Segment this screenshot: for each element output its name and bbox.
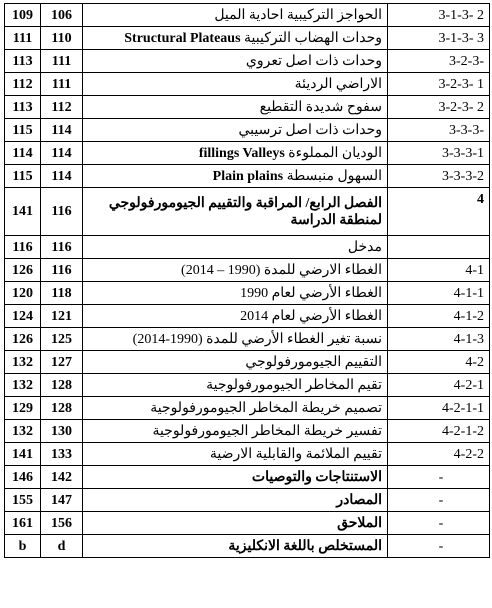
- page-to: 115: [5, 165, 41, 188]
- page-to: 141: [5, 188, 41, 236]
- page-from: 142: [41, 466, 83, 489]
- toc-title: [83, 305, 388, 328]
- title-arabic: تقييم الملائمة والقابلية الارضية: [209, 446, 382, 462]
- page-to: 116: [5, 236, 41, 259]
- page-to: 109: [5, 4, 41, 27]
- title-arabic: الغطاء الأرضي لعام 1990: [240, 285, 382, 301]
- title-arabic: وحدات ذات اصل تعروي: [245, 53, 382, 69]
- toc-title: [83, 165, 388, 188]
- section-number: 4-1-1: [388, 282, 490, 305]
- toc-title: [83, 4, 388, 27]
- title-arabic: الغطاء الارضي للمدة (1990 – 2014): [181, 262, 382, 278]
- page-from: 128: [41, 397, 83, 420]
- page-to: 129: [5, 397, 41, 420]
- toc-title: [83, 27, 388, 50]
- toc-row: [5, 328, 490, 351]
- toc-row: [5, 282, 490, 305]
- section-number: 4-2-1: [388, 374, 490, 397]
- title-arabic: سفوح شديدة التقطيع: [259, 99, 382, 115]
- title-arabic: الحواجز التركيبية احادية الميل: [214, 7, 382, 23]
- toc-row: [5, 27, 490, 50]
- section-number: [388, 236, 490, 259]
- title-english: Structural Plateaus: [124, 30, 241, 46]
- section-number: -: [388, 535, 490, 558]
- toc-title: [83, 443, 388, 466]
- page-from: 114: [41, 142, 83, 165]
- toc-row: [5, 535, 490, 558]
- title-arabic: وحدات ذات اصل ترسيبي: [238, 122, 382, 138]
- toc-row: [5, 236, 490, 259]
- page-from: 125: [41, 328, 83, 351]
- toc-title: [83, 420, 388, 443]
- toc-row: [5, 259, 490, 282]
- page-from: 133: [41, 443, 83, 466]
- page-from: 116: [41, 259, 83, 282]
- table-of-contents: [4, 3, 490, 558]
- toc-row: [5, 305, 490, 328]
- section-number: 4-1: [388, 259, 490, 282]
- page-to: b: [5, 535, 41, 558]
- section-number: 3-1-3- 3: [388, 27, 490, 50]
- section-number: 4: [388, 188, 490, 236]
- page-to: 113: [5, 96, 41, 119]
- section-number: 3-3-3-2: [388, 165, 490, 188]
- title-arabic: الغطاء الأرضي لعام 2014: [240, 308, 382, 324]
- title-arabic: تقيم المخاطر الجيومورفولوجية: [206, 377, 382, 393]
- toc-title: [83, 119, 388, 142]
- section-number: 4-2-1-1: [388, 397, 490, 420]
- toc-row: [5, 397, 490, 420]
- toc-row: [5, 142, 490, 165]
- page-to: 132: [5, 420, 41, 443]
- toc-body: [5, 4, 490, 558]
- section-number: 3-3-3-1: [388, 142, 490, 165]
- toc-title: [83, 466, 388, 489]
- toc-row: [5, 165, 490, 188]
- title-arabic: الاراضي الرديئة: [294, 76, 382, 92]
- toc-row: [5, 351, 490, 374]
- page-to: 112: [5, 73, 41, 96]
- toc-row: [5, 443, 490, 466]
- toc-title: [83, 489, 388, 512]
- toc-title: [83, 259, 388, 282]
- toc-title: [83, 512, 388, 535]
- page-from: 111: [41, 50, 83, 73]
- toc-title: [83, 73, 388, 96]
- toc-row: [5, 466, 490, 489]
- toc-row: [5, 50, 490, 73]
- toc-row: [5, 4, 490, 27]
- toc-title: [83, 142, 388, 165]
- toc-title: [83, 282, 388, 305]
- page-from: 130: [41, 420, 83, 443]
- toc-row: [5, 73, 490, 96]
- title-arabic: نسبة تغير الغطاء الأرضي للمدة (1990-2014): [132, 331, 382, 347]
- page-to: 155: [5, 489, 41, 512]
- section-number: 4-2: [388, 351, 490, 374]
- section-number: 4-1-3: [388, 328, 490, 351]
- toc-row: [5, 512, 490, 535]
- page-from: 147: [41, 489, 83, 512]
- title-english: Plain plains: [212, 168, 284, 184]
- section-number: 4-2-2: [388, 443, 490, 466]
- title-arabic: مدخل: [347, 239, 382, 255]
- section-number: 4-2-1-2: [388, 420, 490, 443]
- title-arabic: الاستنتاجات والتوصيات: [251, 469, 382, 485]
- section-number: -: [388, 489, 490, 512]
- section-number: 3-2-3- 2: [388, 96, 490, 119]
- toc-title: [83, 374, 388, 397]
- page-from: 116: [41, 188, 83, 236]
- toc-title: [83, 96, 388, 119]
- page-to: 161: [5, 512, 41, 535]
- page-to: 126: [5, 328, 41, 351]
- page-from: 118: [41, 282, 83, 305]
- title-arabic: السهول منبسطة: [286, 168, 382, 184]
- page-to: 124: [5, 305, 41, 328]
- section-number: 3-2-3- 1: [388, 73, 490, 96]
- title-arabic: الوديان المملوءة: [288, 145, 382, 161]
- title-arabic: التقييم الجيومورفولوجي: [245, 354, 382, 370]
- page-to: 132: [5, 351, 41, 374]
- page-from: 110: [41, 27, 83, 50]
- title-arabic: تفسير خريطة المخاطر الجيومورفولوجية: [152, 423, 382, 439]
- page-from: 127: [41, 351, 83, 374]
- title-arabic: تصميم خريطة المخاطر الجيومورفولوجية: [150, 400, 382, 416]
- title-arabic: الفصل الرابع/ المراقبة والتقييم الجيومورفولوجي لمنطقة الدراسة: [108, 195, 382, 228]
- page-from: 116: [41, 236, 83, 259]
- toc-title: [83, 397, 388, 420]
- page-from: 128: [41, 374, 83, 397]
- page-from: 106: [41, 4, 83, 27]
- toc-title: [83, 328, 388, 351]
- toc-title: [83, 188, 388, 236]
- toc-row: [5, 489, 490, 512]
- toc-row: [5, 420, 490, 443]
- toc-row: [5, 119, 490, 142]
- title-arabic: المستخلص باللغة الانكليزية: [228, 538, 382, 554]
- toc-title: [83, 50, 388, 73]
- toc-title: [83, 236, 388, 259]
- page-to: 120: [5, 282, 41, 305]
- page-to: 141: [5, 443, 41, 466]
- page-from: d: [41, 535, 83, 558]
- page-from: 111: [41, 73, 83, 96]
- page-to: 115: [5, 119, 41, 142]
- section-number: -: [388, 466, 490, 489]
- page-from: 114: [41, 119, 83, 142]
- page-to: 113: [5, 50, 41, 73]
- section-number: 3-2-3-: [388, 50, 490, 73]
- section-number: 3-1-3- 2: [388, 4, 490, 27]
- title-arabic: المصادر: [336, 492, 382, 508]
- toc-row: [5, 374, 490, 397]
- page-to: 114: [5, 142, 41, 165]
- toc-title: [83, 535, 388, 558]
- toc-row: [5, 188, 490, 236]
- page-from: 121: [41, 305, 83, 328]
- title-english: fillings Valleys: [198, 145, 285, 161]
- page-to: 126: [5, 259, 41, 282]
- page-from: 156: [41, 512, 83, 535]
- page-to: 146: [5, 466, 41, 489]
- section-number: -: [388, 512, 490, 535]
- page-to: 111: [5, 27, 41, 50]
- section-number: 3-3-3-: [388, 119, 490, 142]
- page-from: 114: [41, 165, 83, 188]
- toc-row: [5, 96, 490, 119]
- section-number: 4-1-2: [388, 305, 490, 328]
- toc-title: [83, 351, 388, 374]
- title-arabic: وحدات الهضاب التركيبية: [244, 30, 382, 46]
- page-to: 132: [5, 374, 41, 397]
- title-arabic: الملاحق: [337, 515, 382, 531]
- page-from: 112: [41, 96, 83, 119]
